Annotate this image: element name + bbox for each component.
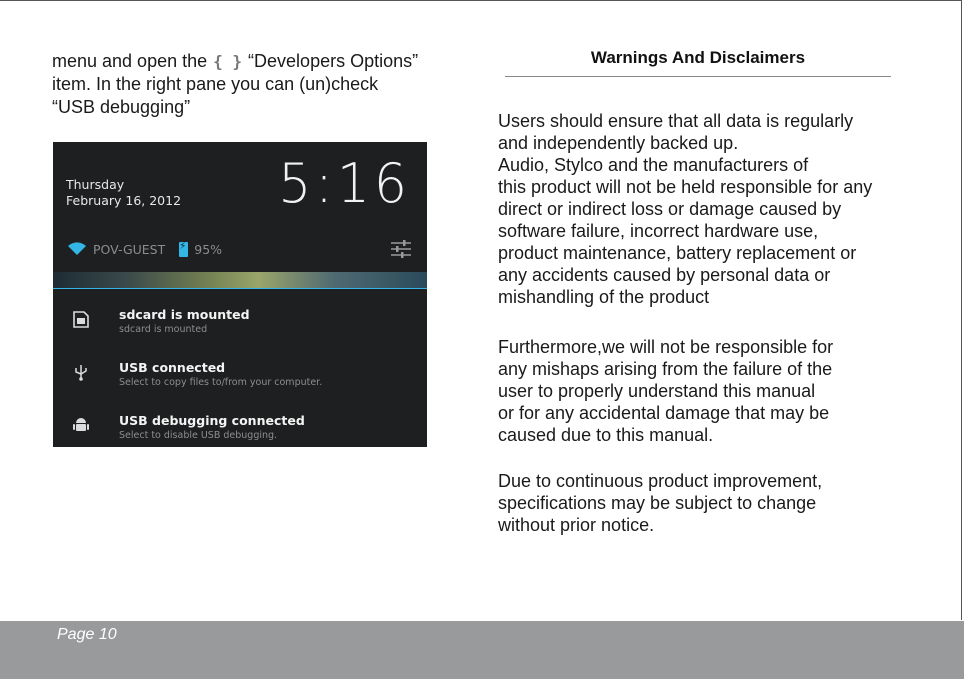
text-line: any accidents caused by personal data or [498, 265, 831, 285]
android-debug-icon [73, 416, 89, 434]
text-line: Audio, Stylco and the manufacturers of [498, 155, 809, 175]
text-line: direct or indirect loss or damage caused by [498, 199, 842, 219]
battery-charging-icon [179, 242, 188, 257]
notification-title: USB debugging connected [119, 413, 305, 428]
notification-subtitle: Select to disable USB debugging. [119, 430, 278, 441]
warnings-paragraph-2 [498, 336, 918, 446]
battery-level: 95% [194, 241, 223, 257]
android-notification-screenshot [53, 142, 427, 447]
sdcard-icon [73, 310, 89, 328]
intro-text [52, 50, 472, 119]
notification-sdcard[interactable] [53, 296, 427, 348]
text-line: any mishaps arising from the failure of the [498, 359, 833, 379]
text-line: or for any accidental damage that may be [498, 403, 830, 423]
heading-rule [505, 76, 891, 77]
text-line: software failure, incorrect hardware use, [498, 221, 819, 241]
notification-usb-connected[interactable] [53, 349, 427, 401]
text-line: mishandling of the product [498, 287, 710, 307]
text-line: product maintenance, battery replacement or [498, 243, 857, 263]
page-footer [0, 621, 964, 679]
text-line: Due to continuous product improvement, [498, 471, 823, 491]
intro-line3: “USB debugging” [52, 97, 191, 117]
usb-icon [73, 363, 89, 381]
text-line: user to properly understand this manual [498, 381, 816, 401]
quick-settings-icon[interactable] [390, 240, 412, 258]
wifi-icon [67, 242, 87, 256]
page-number: Page 10 [57, 626, 117, 643]
intro-line2: item. In the right pane you can (un)check [52, 74, 379, 94]
warnings-paragraph-1 [498, 110, 918, 308]
settings-brace-icon: { } [213, 52, 243, 71]
text-line: caused due to this manual. [498, 425, 714, 445]
text-line: specifications may be subject to change [498, 493, 817, 513]
intro-line1-before: menu and open the [52, 51, 208, 71]
notification-title: sdcard is mounted [119, 307, 250, 322]
notification-usb-debugging[interactable] [53, 402, 427, 447]
text-line: and independently backed up. [498, 133, 739, 153]
status-row [67, 240, 222, 258]
warnings-heading: Warnings And Disclaimers [590, 48, 806, 67]
warnings-paragraph-3 [498, 470, 918, 536]
date-day: Thursday [66, 177, 125, 192]
clock: 5:16 [278, 152, 411, 216]
text-line: this product will not be held responsible for any [498, 177, 873, 197]
network-name: POV-GUEST [93, 241, 166, 257]
text-line: without prior notice. [498, 515, 655, 535]
date-full: February 16, 2012 [66, 193, 182, 208]
notification-title: USB connected [119, 360, 226, 375]
intro-line1-after: “Developers Options” [248, 51, 419, 71]
header-divider [53, 272, 427, 289]
notification-subtitle: sdcard is mounted [119, 324, 208, 335]
text-line: Users should ensure that all data is regularly [498, 111, 854, 131]
text-line: Furthermore,we will not be responsible for [498, 337, 834, 357]
notification-subtitle: Select to copy files to/from your computer. [119, 377, 323, 388]
